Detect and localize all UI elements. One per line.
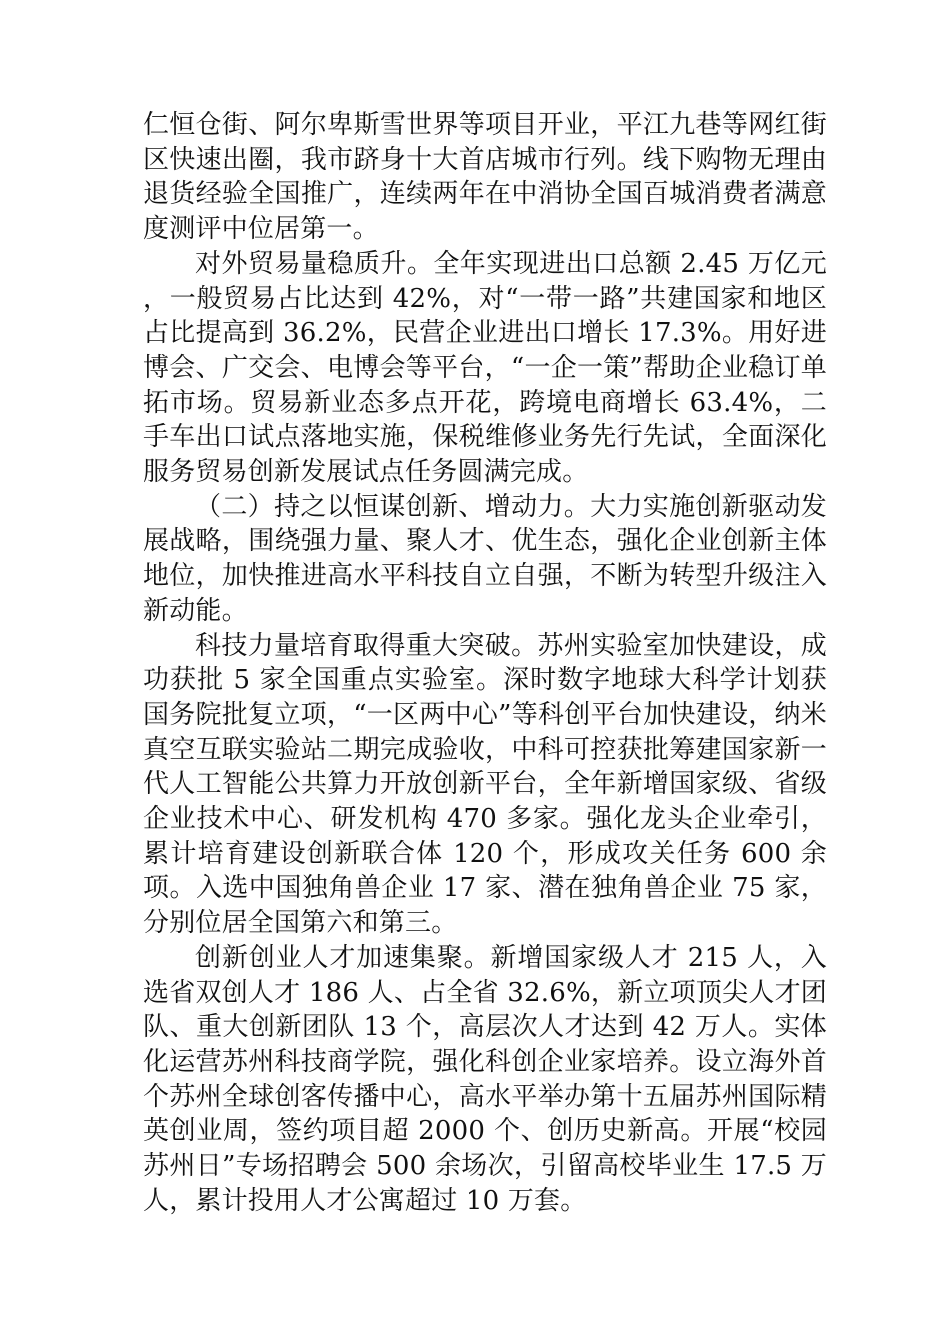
paragraph-talent: 创新创业人才加速集聚。新增国家级人才 215 人，入选省双创人才 186 人、占全省 32.6%，新立项顶尖人才团队、重大创新团队 13 个，高层次人才达到 42 万人。实体化运营苏州科技商学院，强化科创企业家培养。设立海外首个苏州全球创客传播中心，高水平举办第十五届苏州国际精英创业周，签约项目超 2000 个、创历史新高。开展“校园苏州日”专场招聘会 500 余场次，引留高校毕业生 17.5 万人，累计投用人才公寓超过 10 万套。 xyxy=(143,942,827,1216)
document-body xyxy=(143,108,827,1219)
paragraph-tech-capacity: 科技力量培育取得重大突破。苏州实验室加快建设，成功获批 5 家全国重点实验室。深时数字地球大科学计划获国务院批复立项，“一区两中心”等科创平台加快建设，纳米真空互联实验站二期完成验收，中科可控获批筹建国家新一代人工智能公共算力开放创新平台，全年新增国家级、省级企业技术中心、研发机构 470 多家。强化龙头企业牵引，累计培育建设创新联合体 120 个，形成攻关任务 600 余项。入选中国独角兽企业 17 家、潜在独角兽企业 75 家，分别位居全国第六和第三。 xyxy=(143,630,827,939)
paragraph-foreign-trade: 对外贸易量稳质升。全年实现进出口总额 2.45 万亿元，一般贸易占比达到 42%，对“一带一路”共建国家和地区占比提高到 36.2%，民营企业进出口增长 17.3%。用好进博会、广交会、电博会等平台，“一企一策”帮助企业稳订单拓市场。贸易新业态多点开花，跨境电商增长 63.4%，二手车出口试点落地实施，保税维修业务先行先试，全面深化服务贸易创新发展试点任务圆满完成。 xyxy=(143,248,827,488)
paragraph-continuation: 仁恒仓街、阿尔卑斯雪世界等项目开业，平江九巷等网红街区快速出圈，我市跻身十大首店城市行列。线下购物无理由退货经验全国推广，连续两年在中消协全国百城消费者满意度测评中位居第一。 xyxy=(143,110,827,245)
paragraph-section-innovation: （二）持之以恒谋创新、增动力。大力实施创新驱动发展战略，围绕强力量、聚人才、优生态，强化企业创新主体地位，加快推进高水平科技自立自强，不断为转型升级注入新动能。 xyxy=(143,491,827,626)
